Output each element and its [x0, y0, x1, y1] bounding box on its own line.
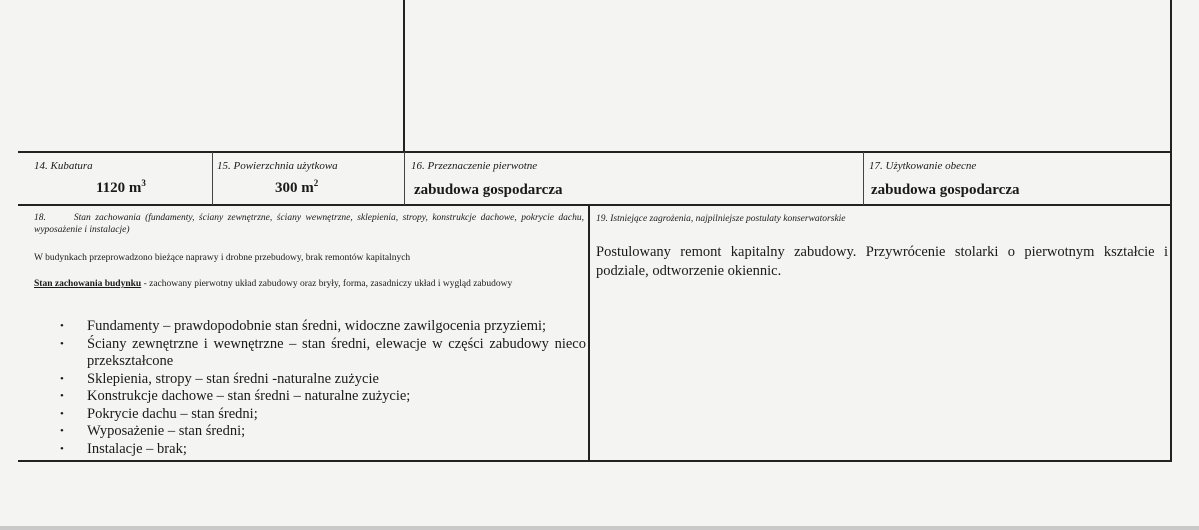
condition-item: • Wyposażenie – stan średni; [60, 423, 586, 441]
right-border [1170, 0, 1172, 462]
condition-item: • Sklepienia, stropy – stan średni -naturalne zużycie [60, 371, 586, 389]
col-divider-15-16 [404, 152, 405, 205]
stan-label: 18. Stan zachowania (fundamenty, ściany zewnętrzne, ściany wewnętrzne, sklepienia, stropy, konstrukcje dachowe, pokrycie dachu, wyposażenie i instalacje) [34, 213, 584, 235]
row-divider-mid [18, 204, 1172, 206]
col-divider-18-19 [588, 205, 590, 461]
kubatura-label: 14. Kubatura [34, 160, 93, 172]
row-divider-top [18, 151, 1172, 153]
powierzchnia-label: 15. Powierzchnia użytkowa [217, 160, 338, 172]
przeznaczenie-value: zabudowa gospodarcza [414, 182, 563, 198]
condition-list [60, 318, 586, 458]
kubatura-value: 1120 $m^3$ [96, 178, 146, 196]
powierzchnia-value: 300 $m^2$ [275, 178, 319, 196]
condition-item: • Konstrukcje dachowe – stan średni – naturalne zużycie; [60, 388, 586, 406]
col-divider-16-17 [863, 152, 864, 205]
uzytkowanie-value: zabudowa gospodarcza [871, 182, 1020, 198]
stan-intro: W budynkach przeprowadzono bieżące naprawy i drobne przebudowy, brak remontów kapitalnych [34, 253, 411, 263]
zagrozenia-text: Postulowany remont kapitalny zabudowy. Przywrócenie stolarki o pierwotnym kształcie i podziale, odtworzenie okiennic. [596, 244, 1168, 279]
top-divider [403, 0, 405, 152]
col-divider-14-15 [212, 152, 213, 205]
przeznaczenie-label: 16. Przeznaczenie pierwotne [411, 160, 538, 172]
uzytkowanie-label: 17. Użytkowanie obecne [869, 160, 977, 172]
scan-edge [0, 526, 1199, 530]
condition-item: • Instalacje – brak; [60, 441, 586, 459]
condition-item: • Fundamenty – prawdopodobnie stan średni, widoczne zawilgocenia przyziemi; [60, 318, 586, 336]
stan-summary: Stan zachowania budynku - zachowany pierwotny układ zabudowy oraz bryły, forma, zasadniczy układ i wygląd zabudowy [34, 279, 513, 289]
condition-item: • Pokrycie dachu – stan średni; [60, 406, 586, 424]
zagrozenia-label: 19. Istniejące zagrożenia, najpilniejsze postulaty konserwatorskie [596, 214, 846, 224]
row-divider-bottom [18, 460, 1172, 462]
condition-item: • Ściany zewnętrzne i wewnętrzne – stan średni, elewacje w części zabudowy nieco przekształcone [60, 336, 586, 371]
